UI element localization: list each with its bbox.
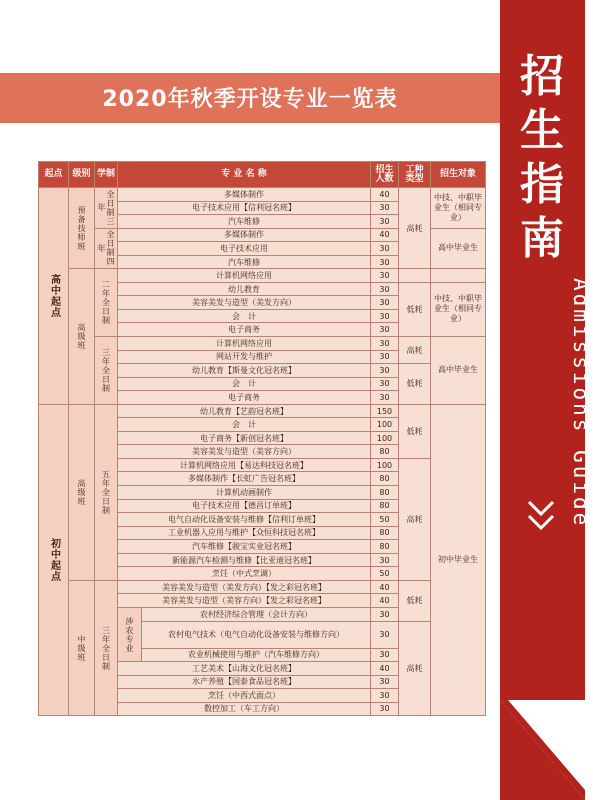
enroll-count: 50	[371, 567, 399, 581]
header-jibie: 级别	[69, 162, 95, 188]
enroll-count: 40	[371, 594, 399, 608]
enroll-count: 30	[371, 350, 399, 364]
enroll-count: 100	[371, 418, 399, 432]
major-name: 美容美发与造型（美容方向）	[118, 445, 371, 459]
major-name: 汽车维修【骏宝实业冠名班】	[118, 540, 371, 554]
enroll-count: 30	[371, 215, 399, 229]
enroll-count: 30	[371, 323, 399, 337]
major-name: 电子商务	[118, 323, 371, 337]
major-name: 美容美发与造型（美发方向）【发之彩冠名班】	[118, 580, 371, 594]
group-x-quanri-sinian: 全日制四年	[95, 228, 118, 269]
enroll-count: 30	[371, 201, 399, 215]
header-gongzhong: 工种 类型	[399, 162, 431, 188]
enroll-count: 30	[371, 377, 399, 391]
enroll-count: 30	[371, 282, 399, 296]
enroll-count: 30	[371, 337, 399, 351]
enroll-count: 30	[371, 255, 399, 269]
type-t1-cont	[399, 269, 431, 283]
major-name: 汽车维修	[118, 215, 371, 229]
major-name: 电子技术应用【信利冠名班】	[118, 201, 371, 215]
group-shenong: 涉农专业	[118, 607, 142, 661]
enroll-count: 80	[371, 499, 399, 513]
major-name: 会 计	[118, 377, 371, 391]
major-name: 计算机网络应用【易达科技冠名班】	[118, 458, 371, 472]
page-title: 2020年秋季开设专业一览表	[102, 87, 398, 112]
enroll-count: 80	[371, 486, 399, 500]
enroll-count: 80	[371, 445, 399, 459]
enroll-count: 30	[371, 702, 399, 716]
group-x-ernian: 二年全日制	[95, 269, 118, 337]
target-o3: 中技、中职毕业生（相同专业）	[431, 282, 486, 336]
major-name: 烹饪（中式烹调）	[118, 567, 371, 581]
enroll-count: 80	[371, 540, 399, 554]
chevron-double-down-icon	[521, 496, 561, 536]
page-corner	[500, 700, 585, 800]
table-row	[39, 404, 486, 418]
side-english-title: Admissions Guide	[569, 278, 593, 529]
type-t8: 高耗	[399, 621, 431, 716]
header-renshu: 招生 人数	[371, 162, 399, 188]
major-name: 计算机动画制作	[118, 486, 371, 500]
enroll-count: 30	[371, 607, 399, 621]
type-t6: 高耗	[399, 458, 431, 580]
major-name: 电子技术应用【德昌订单班】	[118, 499, 371, 513]
enroll-count: 30	[371, 309, 399, 323]
major-name: 数控加工（车工方向）	[118, 702, 371, 716]
group-x-quanri-sannian: 全日制三年	[95, 188, 118, 229]
major-name: 工艺美术【山海文化冠名班】	[118, 662, 371, 676]
header-xuezhi: 学制	[95, 162, 118, 188]
type-t1: 高耗	[399, 188, 431, 269]
major-name: 汽车维修	[118, 255, 371, 269]
enroll-count: 30	[371, 296, 399, 310]
major-name: 工业机器人应用与维护【众恒科技冠名班】	[118, 526, 371, 540]
major-name: 网站开发与维护	[118, 350, 371, 364]
header-duixiang: 招生对象	[431, 162, 486, 188]
major-name: 会 计	[118, 418, 371, 432]
enroll-count: 40	[371, 580, 399, 594]
majors-table	[38, 161, 486, 716]
major-name: 会 计	[118, 309, 371, 323]
enroll-count: 30	[371, 242, 399, 256]
enroll-count: 30	[371, 269, 399, 283]
major-name: 农业机械使用与维护（汽车维修方向）	[142, 648, 371, 662]
major-name: 新能源汽车检测与维修【比亚迪冠名班】	[118, 553, 371, 567]
group-x-sannian1: 三年全日制	[95, 337, 118, 405]
enroll-count: 30	[371, 689, 399, 703]
major-name: 计算机网络应用	[118, 269, 371, 283]
group-zhongji: 中级班	[69, 580, 95, 715]
target-o4: 高中毕业生	[431, 337, 486, 405]
major-name: 多媒体制作【长虹广告冠名班】	[118, 472, 371, 486]
enroll-count: 30	[371, 364, 399, 378]
enroll-count: 150	[371, 404, 399, 418]
major-name: 多媒体制作	[118, 188, 371, 202]
group-gaoji2: 高级班	[69, 404, 95, 580]
type-t7: 低耗	[399, 580, 431, 621]
enroll-count: 80	[371, 526, 399, 540]
major-name: 幼儿教育	[118, 282, 371, 296]
major-name: 农村经济综合管理（会计方向）	[142, 607, 371, 621]
major-name: 电气自动化设备安装与维修【信利订单班】	[118, 513, 371, 527]
target-blank	[431, 269, 486, 283]
group-yubei: 预备技师班	[69, 188, 95, 269]
table-row	[39, 188, 486, 202]
header-qidian: 起点	[39, 162, 69, 188]
group-gaozhong: 高中起点	[39, 188, 69, 405]
enroll-count: 30	[371, 675, 399, 689]
table-header-row	[39, 162, 486, 188]
major-name: 幼儿教育【斯曼文化冠名班】	[118, 364, 371, 378]
enroll-count: 80	[371, 472, 399, 486]
group-x-sannian2: 三年全日制	[95, 580, 118, 715]
major-name: 幼儿教育【艺韵冠名班】	[118, 404, 371, 418]
side-title: 招生指南	[520, 51, 564, 264]
major-name: 电子商务【新创冠名班】	[118, 431, 371, 445]
major-name: 美容美发与造型（美发方向）	[118, 296, 371, 310]
enroll-count: 100	[371, 458, 399, 472]
type-t4: 低耗	[399, 364, 431, 405]
target-o1: 中技、中职毕业生（相同专业）	[431, 188, 486, 229]
table-row	[39, 337, 486, 351]
enroll-count: 30	[371, 553, 399, 567]
major-name: 计算机网络应用	[118, 337, 371, 351]
major-name: 水产养殖【国泰食品冠名班】	[118, 675, 371, 689]
group-x-wunian: 五年全日制	[95, 404, 118, 580]
header-zhuanye: 专 业 名 称	[118, 162, 371, 188]
type-t2: 低耗	[399, 282, 431, 336]
enroll-count: 100	[371, 431, 399, 445]
major-name: 烹饪（中西式面点）	[118, 689, 371, 703]
type-t3: 高耗	[399, 337, 431, 364]
target-o2: 高中毕业生	[431, 228, 486, 269]
major-name: 美容美发与造型（美容方向）【发之彩冠名班】	[118, 594, 371, 608]
group-chuzhong: 初中起点	[39, 404, 69, 715]
page-number: 8	[546, 760, 560, 784]
type-t5: 低耗	[399, 404, 431, 458]
major-name: 农村电气技术（电气自动化设备安装与维修方向）	[142, 621, 371, 648]
table-row	[39, 269, 486, 283]
enroll-count: 40	[371, 228, 399, 242]
target-o5: 初中毕业生	[431, 404, 486, 715]
enroll-count: 50	[371, 513, 399, 527]
enroll-count: 30	[371, 648, 399, 662]
enroll-count: 40	[371, 188, 399, 202]
enroll-count: 30	[371, 391, 399, 405]
enroll-count: 40	[371, 662, 399, 676]
table-row	[39, 580, 486, 594]
major-name: 电子技术应用	[118, 242, 371, 256]
major-name: 多媒体制作	[118, 228, 371, 242]
enroll-count: 30	[371, 621, 399, 648]
group-gaoji1: 高级班	[69, 269, 95, 404]
major-name: 电子商务	[118, 391, 371, 405]
